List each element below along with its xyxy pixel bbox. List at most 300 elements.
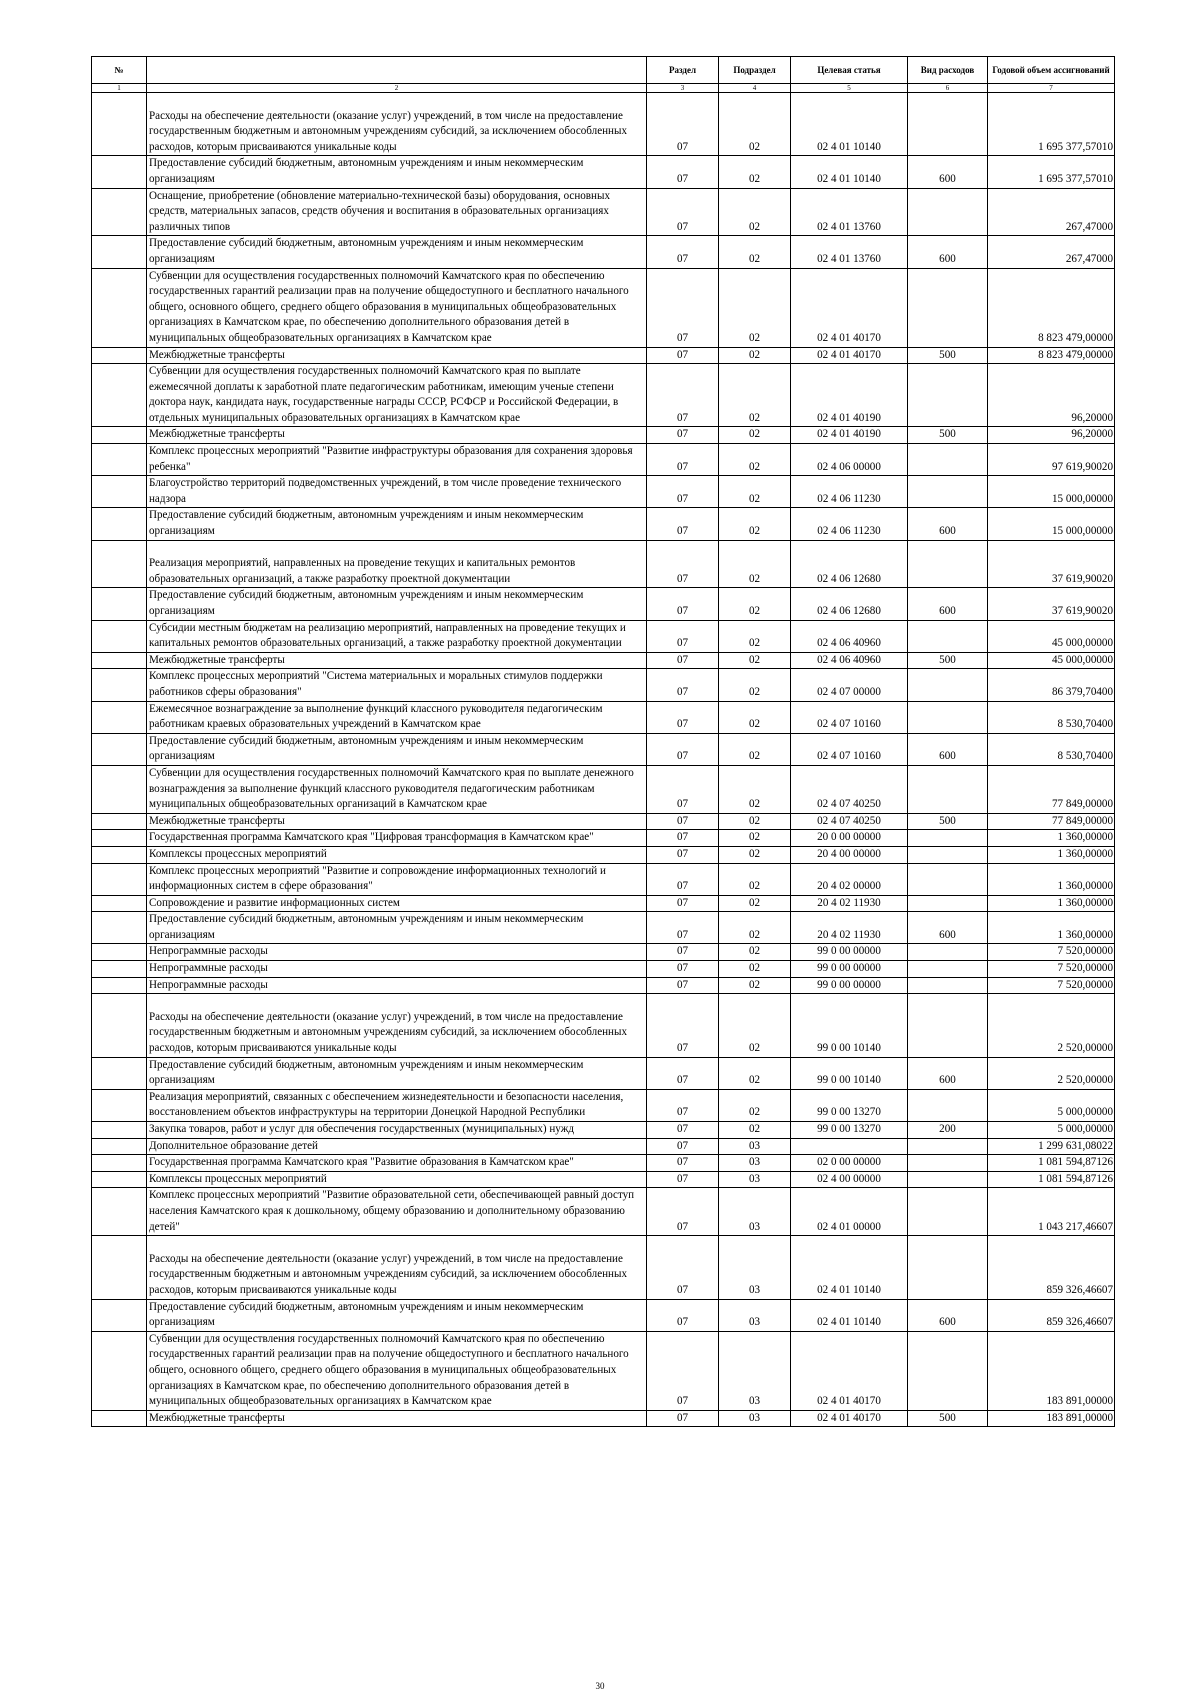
- row-podrazdel-cell: 02: [719, 846, 791, 863]
- row-amount-cell: 45 000,00000: [988, 620, 1115, 652]
- row-number-cell: [92, 540, 147, 588]
- row-target-article-cell: [791, 1138, 908, 1155]
- row-expense-type-cell: 500: [908, 652, 988, 669]
- row-amount-cell: 1 360,00000: [988, 863, 1115, 895]
- row-razdel-cell: 07: [647, 427, 719, 444]
- row-expense-type-cell: 600: [908, 156, 988, 188]
- row-expense-type-cell: [908, 93, 988, 156]
- row-expense-type-cell: [908, 765, 988, 813]
- row-expense-type-cell: 600: [908, 733, 988, 765]
- row-target-article-cell: 02 4 01 40170: [791, 268, 908, 347]
- row-target-article-cell: 02 4 07 40250: [791, 765, 908, 813]
- table-row: [92, 765, 1115, 813]
- row-podrazdel-cell: 02: [719, 188, 791, 236]
- table-row: [92, 830, 1115, 847]
- row-podrazdel-cell: 02: [719, 588, 791, 620]
- column-number: 6: [908, 84, 988, 93]
- row-amount-cell: 86 379,70400: [988, 669, 1115, 701]
- row-name-cell: Комплекс процессных мероприятий "Система материальных и моральных стимулов поддержки работников сферы образования": [147, 669, 647, 701]
- table-row: [92, 733, 1115, 765]
- row-name-cell: [147, 540, 647, 588]
- table-row: [92, 588, 1115, 620]
- table-row: [92, 944, 1115, 961]
- row-target-article-cell: 02 4 01 10140: [791, 156, 908, 188]
- row-razdel-cell: 07: [647, 994, 719, 1057]
- row-amount-cell: 7 520,00000: [988, 944, 1115, 961]
- row-expense-type-cell: [908, 1171, 988, 1188]
- row-target-article-cell: 20 4 02 11930: [791, 912, 908, 944]
- row-target-article-cell: 02 4 07 40250: [791, 813, 908, 830]
- row-number-cell: [92, 1236, 147, 1299]
- row-expense-type-cell: 600: [908, 1299, 988, 1331]
- row-amount-cell: 96,20000: [988, 364, 1115, 427]
- row-razdel-cell: 07: [647, 364, 719, 427]
- row-amount-cell: 77 849,00000: [988, 765, 1115, 813]
- row-razdel-cell: 07: [647, 1155, 719, 1172]
- header-name: [147, 57, 647, 84]
- row-name-cell: Субсидии местным бюджетам на реализацию мероприятий, направленных на проведение текущих и капитальных ремонтов образовательных организаций, а также разработку проектной документации: [147, 620, 647, 652]
- row-number-cell: [92, 476, 147, 508]
- row-podrazdel-cell: 02: [719, 427, 791, 444]
- row-podrazdel-cell: 02: [719, 236, 791, 268]
- row-podrazdel-cell: 03: [719, 1331, 791, 1410]
- row-razdel-cell: 07: [647, 765, 719, 813]
- row-expense-type-cell: [908, 994, 988, 1057]
- row-number-cell: [92, 1331, 147, 1410]
- row-number-cell: [92, 1138, 147, 1155]
- row-number-cell: [92, 1155, 147, 1172]
- row-razdel-cell: 07: [647, 863, 719, 895]
- table-row: [92, 813, 1115, 830]
- row-expense-type-cell: 500: [908, 1410, 988, 1427]
- row-podrazdel-cell: 02: [719, 156, 791, 188]
- row-name-cell: Непрограммные расходы: [147, 944, 647, 961]
- header-annual-amount: Годовой объем ассигнований: [988, 57, 1115, 84]
- row-name-cell: [147, 93, 647, 156]
- table-row: [92, 1188, 1115, 1236]
- table-row: [92, 701, 1115, 733]
- table-row: [92, 1057, 1115, 1089]
- row-razdel-cell: 07: [647, 508, 719, 540]
- row-name-cell: Предоставление субсидий бюджетным, автономным учреждениям и иным некоммерческим организациям: [147, 733, 647, 765]
- row-razdel-cell: 07: [647, 188, 719, 236]
- column-number: 3: [647, 84, 719, 93]
- row-expense-type-cell: 200: [908, 1122, 988, 1139]
- row-amount-cell: 267,47000: [988, 188, 1115, 236]
- row-name-cell: Дополнительное образование детей: [147, 1138, 647, 1155]
- table-row: [92, 347, 1115, 364]
- table-row: [92, 912, 1115, 944]
- row-number-cell: [92, 1299, 147, 1331]
- row-target-article-cell: 20 4 02 11930: [791, 895, 908, 912]
- table-row: [92, 977, 1115, 994]
- row-podrazdel-cell: 03: [719, 1410, 791, 1427]
- row-target-article-cell: 02 4 00 00000: [791, 1171, 908, 1188]
- row-name-cell: Закупка товаров, работ и услуг для обеспечения государственных (муниципальных) нужд: [147, 1122, 647, 1139]
- table-body: [92, 93, 1115, 1427]
- row-amount-cell: 183 891,00000: [988, 1410, 1115, 1427]
- column-number: 5: [791, 84, 908, 93]
- row-podrazdel-cell: 02: [719, 895, 791, 912]
- row-expense-type-cell: [908, 476, 988, 508]
- row-target-article-cell: 99 0 00 00000: [791, 961, 908, 978]
- row-amount-cell: 8 530,70400: [988, 701, 1115, 733]
- row-number-cell: [92, 846, 147, 863]
- row-target-article-cell: 02 4 01 40170: [791, 1331, 908, 1410]
- row-razdel-cell: 07: [647, 1236, 719, 1299]
- row-number-cell: [92, 508, 147, 540]
- row-podrazdel-cell: 02: [719, 912, 791, 944]
- row-name-cell: Непрограммные расходы: [147, 977, 647, 994]
- row-razdel-cell: 07: [647, 813, 719, 830]
- row-number-cell: [92, 813, 147, 830]
- row-target-article-cell: 02 4 07 10160: [791, 733, 908, 765]
- row-amount-cell: 15 000,00000: [988, 476, 1115, 508]
- row-name-cell: Ежемесячное вознаграждение за выполнение функций классного руководителя педагогическим работникам краевых образовательных учреждений в Камчатском крае: [147, 701, 647, 733]
- row-name-text: Расходы на обеспечение деятельности (оказание услуг) учреждений, в том числе на предоставление государственным бюджетным и автономным учреждениям субсидий, за исключением обособленных расходов, которым присваиваются уникальные коды: [149, 1010, 627, 1055]
- row-amount-cell: 8 823 479,00000: [988, 347, 1115, 364]
- table-row: [92, 1171, 1115, 1188]
- row-razdel-cell: 07: [647, 588, 719, 620]
- row-razdel-cell: 07: [647, 733, 719, 765]
- row-expense-type-cell: [908, 863, 988, 895]
- row-number-cell: [92, 977, 147, 994]
- row-name-cell: Непрограммные расходы: [147, 961, 647, 978]
- table-row: [92, 1138, 1115, 1155]
- table-row: [92, 652, 1115, 669]
- row-number-cell: [92, 1188, 147, 1236]
- column-number: 4: [719, 84, 791, 93]
- row-podrazdel-cell: 03: [719, 1299, 791, 1331]
- row-razdel-cell: 07: [647, 701, 719, 733]
- row-name-cell: Предоставление субсидий бюджетным, автономным учреждениям и иным некоммерческим организациям: [147, 508, 647, 540]
- row-number-cell: [92, 912, 147, 944]
- row-expense-type-cell: [908, 1331, 988, 1410]
- row-name-cell: Предоставление субсидий бюджетным, автономным учреждениям и иным некоммерческим организациям: [147, 156, 647, 188]
- row-number-cell: [92, 944, 147, 961]
- row-podrazdel-cell: 03: [719, 1138, 791, 1155]
- row-number-cell: [92, 588, 147, 620]
- row-amount-cell: 1 299 631,08022: [988, 1138, 1115, 1155]
- table-row: [92, 93, 1115, 156]
- row-razdel-cell: 07: [647, 1171, 719, 1188]
- row-razdel-cell: 07: [647, 1188, 719, 1236]
- row-name-cell: Межбюджетные трансферты: [147, 347, 647, 364]
- row-expense-type-cell: [908, 540, 988, 588]
- column-number-row: [92, 84, 1115, 93]
- row-podrazdel-cell: 02: [719, 1057, 791, 1089]
- row-name-cell: Предоставление субсидий бюджетным, автономным учреждениям и иным некоммерческим организациям: [147, 236, 647, 268]
- row-podrazdel-cell: 03: [719, 1171, 791, 1188]
- row-name-cell: Субвенции для осуществления государственных полномочий Камчатского края по выплате ежемесячной доплаты к заработной плате педагогическим работникам, имеющим ученые степени доктора наук, кандидата наук, государственные награды СССР, РСФСР и Российской Федерации, в отдельных муниципальных образовательных организациях в Камчатском крае: [147, 364, 647, 427]
- row-target-article-cell: 02 4 01 40190: [791, 427, 908, 444]
- row-razdel-cell: 07: [647, 944, 719, 961]
- table-row: [92, 1299, 1115, 1331]
- row-target-article-cell: 02 4 01 40190: [791, 364, 908, 427]
- table-row: [92, 1155, 1115, 1172]
- row-target-article-cell: 20 4 02 00000: [791, 863, 908, 895]
- row-target-article-cell: 02 4 06 12680: [791, 540, 908, 588]
- row-podrazdel-cell: 03: [719, 1236, 791, 1299]
- row-razdel-cell: 07: [647, 1057, 719, 1089]
- table-row: [92, 620, 1115, 652]
- row-podrazdel-cell: 02: [719, 508, 791, 540]
- row-podrazdel-cell: 02: [719, 994, 791, 1057]
- row-podrazdel-cell: 02: [719, 540, 791, 588]
- row-target-article-cell: 02 4 01 10140: [791, 1299, 908, 1331]
- row-podrazdel-cell: 02: [719, 652, 791, 669]
- row-name-cell: Межбюджетные трансферты: [147, 427, 647, 444]
- row-razdel-cell: 07: [647, 1089, 719, 1121]
- row-amount-cell: 8 530,70400: [988, 733, 1115, 765]
- row-expense-type-cell: [908, 188, 988, 236]
- row-amount-cell: 37 619,90020: [988, 540, 1115, 588]
- row-number-cell: [92, 895, 147, 912]
- row-amount-cell: 8 823 479,00000: [988, 268, 1115, 347]
- table-row: [92, 156, 1115, 188]
- row-expense-type-cell: 500: [908, 813, 988, 830]
- header-target-article: Целевая статья: [791, 57, 908, 84]
- row-amount-cell: 97 619,90020: [988, 444, 1115, 476]
- row-target-article-cell: 02 4 01 10140: [791, 1236, 908, 1299]
- row-podrazdel-cell: 02: [719, 830, 791, 847]
- row-number-cell: [92, 620, 147, 652]
- row-target-article-cell: 02 4 01 13760: [791, 236, 908, 268]
- header-expense-type: Вид расходов: [908, 57, 988, 84]
- column-number: 7: [988, 84, 1115, 93]
- row-expense-type-cell: [908, 1236, 988, 1299]
- row-name-text: Реализация мероприятий, направленных на проведение текущих и капитальных ремонтов образовательных организаций, а также разработку проектной документации: [149, 557, 576, 585]
- table-row: [92, 1331, 1115, 1410]
- row-expense-type-cell: 500: [908, 427, 988, 444]
- row-amount-cell: 5 000,00000: [988, 1089, 1115, 1121]
- row-amount-cell: 1 081 594,87126: [988, 1155, 1115, 1172]
- row-target-article-cell: 02 4 06 11230: [791, 508, 908, 540]
- row-name-cell: Межбюджетные трансферты: [147, 1410, 647, 1427]
- row-target-article-cell: 02 4 06 00000: [791, 444, 908, 476]
- row-name-cell: Предоставление субсидий бюджетным, автономным учреждениям и иным некоммерческим организациям: [147, 912, 647, 944]
- row-name-cell: Государственная программа Камчатского края "Цифровая трансформация в Камчатском крае": [147, 830, 647, 847]
- row-razdel-cell: 07: [647, 1410, 719, 1427]
- column-number: 2: [147, 84, 647, 93]
- row-name-cell: Субвенции для осуществления государственных полномочий Камчатского края по выплате денежного вознаграждения за выполнение функций классного руководителя педагогическим работникам муниципальных общеобразовательных организаций в Камчатском крае: [147, 765, 647, 813]
- row-target-article-cell: 02 4 07 00000: [791, 669, 908, 701]
- row-razdel-cell: 07: [647, 444, 719, 476]
- row-name-cell: Предоставление субсидий бюджетным, автономным учреждениям и иным некоммерческим организациям: [147, 588, 647, 620]
- row-podrazdel-cell: 02: [719, 944, 791, 961]
- row-amount-cell: 2 520,00000: [988, 994, 1115, 1057]
- row-number-cell: [92, 1410, 147, 1427]
- row-number-cell: [92, 669, 147, 701]
- row-name-cell: Комплексы процессных мероприятий: [147, 846, 647, 863]
- table-row: [92, 1122, 1115, 1139]
- row-target-article-cell: 02 4 07 10160: [791, 701, 908, 733]
- row-target-article-cell: 02 4 01 10140: [791, 93, 908, 156]
- row-amount-cell: 859 326,46607: [988, 1299, 1115, 1331]
- row-amount-cell: 183 891,00000: [988, 1331, 1115, 1410]
- row-amount-cell: 96,20000: [988, 427, 1115, 444]
- row-expense-type-cell: [908, 830, 988, 847]
- table-row: [92, 444, 1115, 476]
- row-name-cell: [147, 994, 647, 1057]
- row-expense-type-cell: [908, 1138, 988, 1155]
- table-row: [92, 895, 1115, 912]
- row-number-cell: [92, 347, 147, 364]
- row-podrazdel-cell: 02: [719, 701, 791, 733]
- table-row: [92, 236, 1115, 268]
- row-razdel-cell: 07: [647, 347, 719, 364]
- row-expense-type-cell: 500: [908, 347, 988, 364]
- row-razdel-cell: 07: [647, 977, 719, 994]
- row-amount-cell: 2 520,00000: [988, 1057, 1115, 1089]
- row-expense-type-cell: 600: [908, 508, 988, 540]
- row-name-text: Расходы на обеспечение деятельности (оказание услуг) учреждений, в том числе на предоставление государственным бюджетным и автономным учреждениям субсидий, за исключением обособленных расходов, которым присваиваются уникальные коды: [149, 109, 627, 153]
- row-amount-cell: 7 520,00000: [988, 977, 1115, 994]
- table-row: [92, 540, 1115, 588]
- row-razdel-cell: 07: [647, 620, 719, 652]
- row-number-cell: [92, 268, 147, 347]
- row-number-cell: [92, 364, 147, 427]
- row-number-cell: [92, 961, 147, 978]
- row-target-article-cell: 02 4 01 40170: [791, 347, 908, 364]
- row-number-cell: [92, 701, 147, 733]
- row-expense-type-cell: [908, 846, 988, 863]
- row-name-cell: Субвенции для осуществления государственных полномочий Камчатского края по обеспечению государственных гарантий реализации прав на получение общедоступного и бесплатного начального общего, основного общего, среднего общего образования в муниципальных общеобразовательных организациях в Камчатском крае, по обеспечению дополнительного образования детей в муниципальных общеобразовательных организациях в Камчатском крае: [147, 268, 647, 347]
- row-number-cell: [92, 830, 147, 847]
- row-podrazdel-cell: 02: [719, 1122, 791, 1139]
- row-number-cell: [92, 863, 147, 895]
- row-name-cell: Межбюджетные трансферты: [147, 652, 647, 669]
- row-razdel-cell: 07: [647, 652, 719, 669]
- row-razdel-cell: 07: [647, 846, 719, 863]
- row-name-cell: Комплекс процессных мероприятий "Развитие образовательной сети, обеспечивающей равный доступ населения Камчатского края к дошкольному, общему образованию и дополнительному образованию детей": [147, 1188, 647, 1236]
- row-amount-cell: 1 360,00000: [988, 846, 1115, 863]
- row-podrazdel-cell: 02: [719, 813, 791, 830]
- row-target-article-cell: 02 4 06 11230: [791, 476, 908, 508]
- row-razdel-cell: 07: [647, 540, 719, 588]
- row-amount-cell: 1 360,00000: [988, 912, 1115, 944]
- row-razdel-cell: 07: [647, 156, 719, 188]
- table-row: [92, 508, 1115, 540]
- row-expense-type-cell: 600: [908, 588, 988, 620]
- row-razdel-cell: 07: [647, 93, 719, 156]
- row-number-cell: [92, 1089, 147, 1121]
- row-number-cell: [92, 733, 147, 765]
- row-name-cell: Комплекс процессных мероприятий "Развитие и сопровождение информационных технологий и информационных систем в сфере образования": [147, 863, 647, 895]
- row-name-cell: Реализация мероприятий, связанных с обеспечением жизнедеятельности и безопасности населения, восстановлением объектов инфраструктуры на территории Донецкой Народной Республики: [147, 1089, 647, 1121]
- row-amount-cell: 37 619,90020: [988, 588, 1115, 620]
- header-podrazdel: Подраздел: [719, 57, 791, 84]
- row-amount-cell: 1 081 594,87126: [988, 1171, 1115, 1188]
- row-amount-cell: 5 000,00000: [988, 1122, 1115, 1139]
- row-amount-cell: 45 000,00000: [988, 652, 1115, 669]
- row-amount-cell: 1 695 377,57010: [988, 156, 1115, 188]
- row-target-article-cell: 02 0 00 00000: [791, 1155, 908, 1172]
- row-target-article-cell: 99 0 00 00000: [791, 944, 908, 961]
- row-podrazdel-cell: 02: [719, 444, 791, 476]
- row-target-article-cell: 20 4 00 00000: [791, 846, 908, 863]
- table-row: [92, 1236, 1115, 1299]
- row-expense-type-cell: [908, 444, 988, 476]
- row-number-cell: [92, 1057, 147, 1089]
- row-target-article-cell: 02 4 06 12680: [791, 588, 908, 620]
- row-amount-cell: 1 695 377,57010: [988, 93, 1115, 156]
- row-target-article-cell: 02 4 01 40170: [791, 1410, 908, 1427]
- row-target-article-cell: 02 4 01 00000: [791, 1188, 908, 1236]
- table-row: [92, 1410, 1115, 1427]
- row-name-cell: Предоставление субсидий бюджетным, автономным учреждениям и иным некоммерческим организациям: [147, 1057, 647, 1089]
- table-row: [92, 364, 1115, 427]
- row-expense-type-cell: [908, 701, 988, 733]
- table-row: [92, 994, 1115, 1057]
- row-name-cell: Субвенции для осуществления государственных полномочий Камчатского края по обеспечению государственных гарантий реализации прав на получение общедоступного и бесплатного начального общего, основного общего, среднего общего образования в муниципальных общеобразовательных организациях в Камчатском крае, по обеспечению дополнительного образования детей в муниципальных общеобразовательных организациях в Камчатском крае: [147, 1331, 647, 1410]
- header-row: [92, 57, 1115, 84]
- table-row: [92, 427, 1115, 444]
- row-expense-type-cell: [908, 364, 988, 427]
- row-amount-cell: 1 043 217,46607: [988, 1188, 1115, 1236]
- row-number-cell: [92, 1171, 147, 1188]
- row-number-cell: [92, 994, 147, 1057]
- row-name-cell: Государственная программа Камчатского края "Развитие образования в Камчатском крае": [147, 1155, 647, 1172]
- row-amount-cell: 77 849,00000: [988, 813, 1115, 830]
- row-expense-type-cell: 600: [908, 1057, 988, 1089]
- row-expense-type-cell: [908, 977, 988, 994]
- row-name-cell: Благоустройство территорий подведомственных учреждений, в том числе проведение технического надзора: [147, 476, 647, 508]
- row-razdel-cell: 07: [647, 830, 719, 847]
- row-expense-type-cell: [908, 961, 988, 978]
- row-number-cell: [92, 444, 147, 476]
- row-target-article-cell: 99 0 00 10140: [791, 994, 908, 1057]
- table-row: [92, 268, 1115, 347]
- table-row: [92, 846, 1115, 863]
- row-name-text: Расходы на обеспечение деятельности (оказание услуг) учреждений, в том числе на предоставление государственным бюджетным и автономным учреждениям субсидий, за исключением обособленных расходов, которым присваиваются уникальные коды: [149, 1252, 627, 1296]
- row-name-cell: Сопровождение и развитие информационных систем: [147, 895, 647, 912]
- table-row: [92, 1089, 1115, 1121]
- row-podrazdel-cell: 02: [719, 977, 791, 994]
- row-number-cell: [92, 156, 147, 188]
- row-target-article-cell: 02 4 06 40960: [791, 652, 908, 669]
- row-number-cell: [92, 236, 147, 268]
- row-expense-type-cell: [908, 895, 988, 912]
- row-razdel-cell: 07: [647, 1122, 719, 1139]
- row-name-cell: Межбюджетные трансферты: [147, 813, 647, 830]
- row-podrazdel-cell: 02: [719, 733, 791, 765]
- row-number-cell: [92, 427, 147, 444]
- row-podrazdel-cell: 02: [719, 364, 791, 427]
- row-expense-type-cell: [908, 669, 988, 701]
- row-razdel-cell: 07: [647, 268, 719, 347]
- row-podrazdel-cell: 02: [719, 268, 791, 347]
- row-podrazdel-cell: 02: [719, 476, 791, 508]
- row-expense-type-cell: [908, 1188, 988, 1236]
- row-amount-cell: 7 520,00000: [988, 961, 1115, 978]
- header-razdel: Раздел: [647, 57, 719, 84]
- row-expense-type-cell: [908, 268, 988, 347]
- row-podrazdel-cell: 02: [719, 1089, 791, 1121]
- row-podrazdel-cell: 02: [719, 961, 791, 978]
- row-number-cell: [92, 93, 147, 156]
- row-razdel-cell: 07: [647, 669, 719, 701]
- row-target-article-cell: 20 0 00 00000: [791, 830, 908, 847]
- row-name-cell: Предоставление субсидий бюджетным, автономным учреждениям и иным некоммерческим организациям: [147, 1299, 647, 1331]
- row-target-article-cell: 99 0 00 13270: [791, 1089, 908, 1121]
- page-number: 30: [595, 1681, 605, 1691]
- table-row: [92, 863, 1115, 895]
- row-target-article-cell: 99 0 00 10140: [791, 1057, 908, 1089]
- row-number-cell: [92, 188, 147, 236]
- row-podrazdel-cell: 02: [719, 765, 791, 813]
- row-podrazdel-cell: 03: [719, 1155, 791, 1172]
